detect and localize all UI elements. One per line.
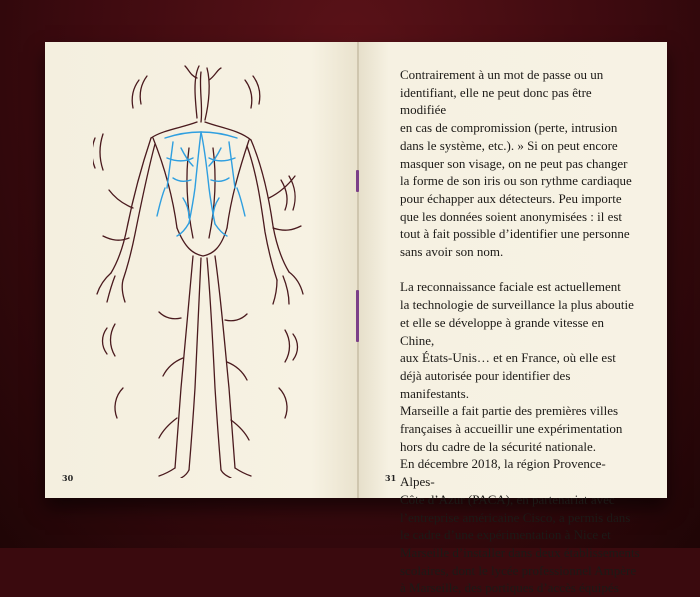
root-figure-illustration [93,58,313,478]
body-text [400,66,640,597]
binding-stitch-bottom [356,290,359,342]
text-line: que les données soient anonymisées : il est [400,208,623,224]
gutter [357,42,359,498]
text-line: Marseille d’installer dans deux établissements [400,544,640,560]
text-line: Côte d’Azur (PACA), en partenariat avec [400,491,615,507]
paragraph-2 [400,278,640,597]
text-line: masquer son visage, on ne peut pas changer [400,155,628,171]
binding-stitch-top [356,170,359,192]
text-line: Marseille a fait partie des premières villes [400,403,619,419]
text-line: à Marseille, des portiques d’accès équipés [400,580,619,596]
text-line: En décembre 2018, la région Provence-Alpes- [400,456,606,490]
text-line: pour échapper aux détecteurs. Peu importe [400,190,622,206]
paragraph-1 [400,66,640,261]
text-line: scolaires, dont le lycée professionnel Ampère [400,562,637,578]
text-line: françaises à accueillir une expérimentation [400,421,623,437]
left-page-number: 30 [62,473,74,483]
text-line: déjà autorisée pour identifier des manifestants. [400,367,571,401]
text-line: identifiant, elle ne peut donc pas être modifiée [400,84,592,118]
text-line: le cadre d’une expérimentation à Nice et [400,527,611,543]
text-line: l’entreprise américaine Cisco, a permis dans [400,509,631,525]
text-line: en cas de compromission (perte, intrusion [400,120,618,136]
text-line: hors du cadre de la sécurité nationale. [400,438,596,454]
text-line: et elle se développe à grande vitesse en Chine, [400,314,604,348]
right-page-number: 31 [385,473,397,483]
text-line: tout à fait possible d’identifier une personne [400,226,630,242]
text-line: la forme de son iris ou son rythme cardiaque [400,173,632,189]
blue-vein-network [157,132,245,236]
text-line: aux États-Unis… et en France, où elle est [400,350,616,366]
text-line: La reconnaissance faciale est actuellement [400,279,621,295]
text-line: dans le système, etc.). » Si on peut encore [400,137,618,153]
root-figure-body [93,66,303,478]
text-line: Contrairement à un mot de passe ou un [400,67,604,82]
text-line: la technologie de surveillance la plus aboutie [400,297,634,313]
text-line: sans avoir son nom. [400,244,504,260]
